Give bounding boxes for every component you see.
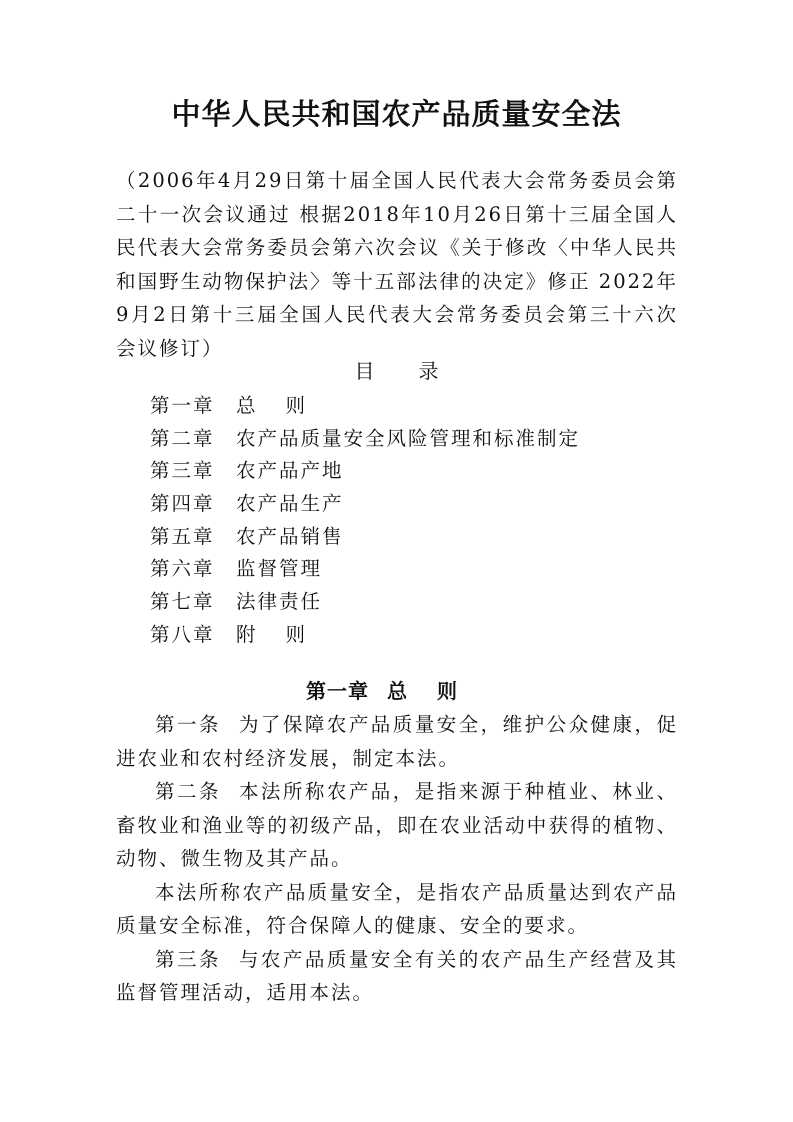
article-text: 本法所称农产品质量安全，是指农产品质量达到农产品质量安全标准，符合保障人的健康、安全的要求。 <box>116 880 678 937</box>
toc-item <box>150 455 670 488</box>
toc-chapter-title: 法律责任 <box>236 590 323 614</box>
toc-item <box>150 586 670 619</box>
chapter-title: 总则 <box>387 679 487 703</box>
toc-chapter-title: 监督管理 <box>236 557 323 581</box>
article-label: 第一条 <box>155 713 221 736</box>
article-text: 本法所称农产品，是指来源于种植业、林业、畜牧业和渔业等的初级产品，即在农业活动中获得的植物、动物、微生物及其产品。 <box>116 780 678 870</box>
table-of-contents <box>150 390 670 652</box>
toc-chapter-number: 第七章 <box>150 590 215 614</box>
toc-chapter-number: 第一章 <box>150 394 215 417</box>
toc-chapter-number: 第五章 <box>150 524 215 548</box>
toc-item <box>150 619 670 652</box>
toc-chapter-title: 农产品销售 <box>236 524 344 548</box>
chapter-body <box>116 708 678 1010</box>
toc-item <box>150 423 670 456</box>
toc-item <box>150 390 670 423</box>
toc-item <box>150 553 670 586</box>
toc-item <box>150 488 670 521</box>
toc-heading: 目录 <box>354 359 483 383</box>
document-title: 中华人民共和国农产品质量安全法 <box>171 97 622 131</box>
article-paragraph <box>116 708 678 775</box>
article-paragraph <box>116 775 678 876</box>
toc-chapter-title: 农产品生产 <box>236 492 344 516</box>
toc-chapter-number: 第三章 <box>150 459 215 483</box>
article-paragraph <box>116 943 678 1010</box>
toc-chapter-title: 农产品产地 <box>236 459 344 483</box>
toc-chapter-number: 第六章 <box>150 557 215 581</box>
toc-chapter-title: 总则 <box>236 394 336 417</box>
toc-chapter-title: 农产品质量安全风险管理和标准制定 <box>236 426 581 450</box>
toc-chapter-number: 第二章 <box>150 426 215 450</box>
article-text: 与农产品质量安全有关的农产品生产经营及其监督管理活动，适用本法。 <box>116 947 678 1004</box>
article-label: 第二条 <box>155 780 221 803</box>
legislative-history-note: （2006年4月29日第十届全国人民代表大会常务委员会第二十一次会议通过 根据2018年10月26日第十三届全国人民代表大会常务委员会第六次会议《关于修改〈中华人民共和国野生动物保护法〉等十五部法律的决定》修正 2022年9月2日第十三届全国人民代表大会常务委员会第三十六次会议修订） <box>116 169 678 360</box>
toc-chapter-number: 第八章 <box>150 622 215 646</box>
article-paragraph <box>116 876 678 943</box>
toc-item <box>150 521 670 554</box>
toc-chapter-number: 第四章 <box>150 492 215 516</box>
chapter-heading <box>0 676 793 706</box>
article-text: 为了保障农产品质量安全，维护公众健康，促进农业和农村经济发展，制定本法。 <box>116 713 678 770</box>
toc-chapter-title: 附则 <box>236 622 336 646</box>
chapter-number: 第一章 <box>306 679 369 703</box>
article-label: 第三条 <box>155 947 221 971</box>
